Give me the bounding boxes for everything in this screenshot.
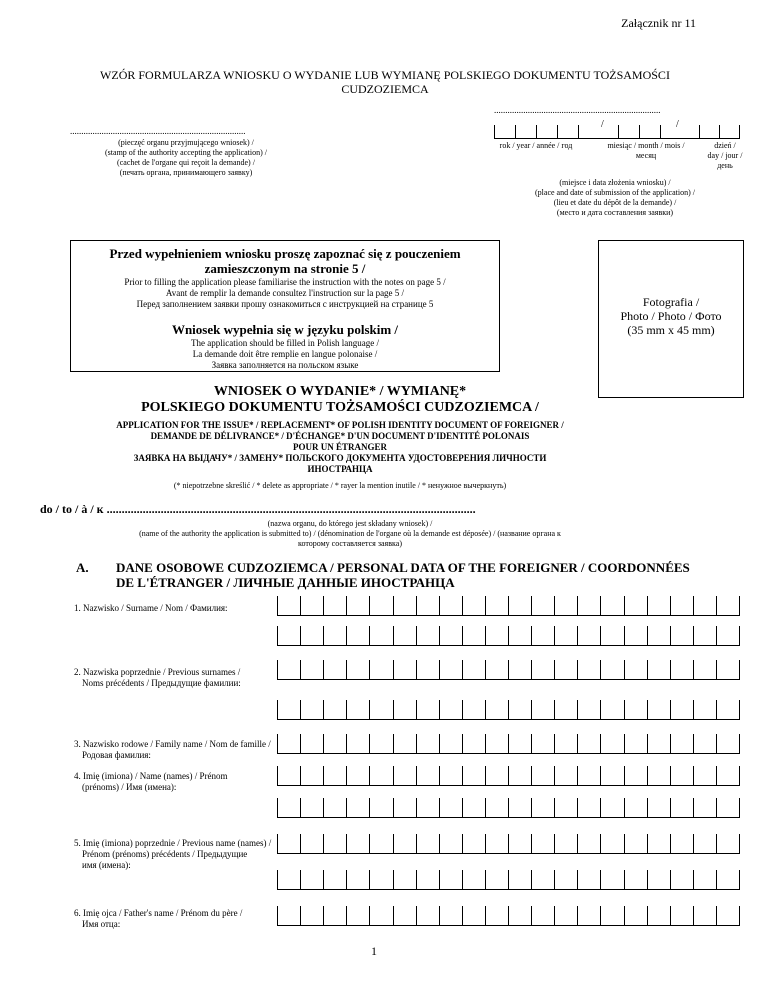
box-divider xyxy=(485,870,486,890)
box-divider xyxy=(716,596,717,616)
strike-note: (* niepotrzebne skreślić / * delete as appropriate / * rayer la mention inutile / * ненужное вычеркнуть) xyxy=(173,481,507,490)
box-divider xyxy=(369,596,370,616)
box-divider xyxy=(393,766,394,786)
box-divider xyxy=(439,766,440,786)
box-divider xyxy=(600,766,601,786)
box-divider xyxy=(416,596,417,616)
box-divider xyxy=(508,766,509,786)
box-divider xyxy=(393,596,394,616)
stamp-caption: (pieczęć organu przyjmującego wniosek) / (stamp of the authority accepting the application) / (cachet de l'organe qui reçoit la demande) / (печать органа, принимающего заявку) xyxy=(105,138,267,177)
previous-names-boxes-row-1[interactable] xyxy=(277,834,740,854)
surname-boxes-row-1[interactable] xyxy=(277,596,740,616)
language-title: Wniosek wypełnia się w języku polskim / xyxy=(171,322,399,337)
box-divider xyxy=(716,626,717,646)
field-previous-names-label: 5. Imię (imiona) poprzednie / Previous name (names) / Prénom (prénoms) précédents / Предыдущие имя (имена): xyxy=(74,838,272,870)
box-divider xyxy=(647,626,648,646)
box-divider xyxy=(647,834,648,854)
box-divider xyxy=(300,626,301,646)
box-divider xyxy=(393,700,394,720)
box-divider xyxy=(485,798,486,818)
box-divider xyxy=(462,626,463,646)
box-divider xyxy=(277,834,278,854)
box-divider xyxy=(554,906,555,926)
box-divider xyxy=(647,660,648,680)
box-divider xyxy=(508,734,509,754)
box-divider xyxy=(716,660,717,680)
box-divider xyxy=(670,798,671,818)
box-divider xyxy=(369,734,370,754)
year-label: rok / year / année / год xyxy=(499,141,573,150)
box-divider xyxy=(277,906,278,926)
box-divider xyxy=(693,700,694,720)
box-divider xyxy=(277,798,278,818)
box-divider xyxy=(670,870,671,890)
box-divider xyxy=(300,660,301,680)
instructions-title: Przed wypełnieniem wniosku proszę zapoznać się z pouczeniem zamieszczonym na stronie 5 / xyxy=(109,246,461,276)
box-divider xyxy=(369,870,370,890)
box-divider xyxy=(600,906,601,926)
box-divider xyxy=(600,798,601,818)
previous-names-boxes-row-2[interactable] xyxy=(277,870,740,890)
box-divider xyxy=(600,734,601,754)
box-divider xyxy=(670,660,671,680)
box-divider xyxy=(739,626,740,646)
box-divider xyxy=(323,734,324,754)
box-divider xyxy=(393,798,394,818)
box-divider xyxy=(277,596,278,616)
family-name-boxes[interactable] xyxy=(277,734,740,754)
box-divider xyxy=(716,798,717,818)
box-divider xyxy=(716,734,717,754)
box-divider xyxy=(439,596,440,616)
main-title: WNIOSEK O WYDANIE* / WYMIANĘ* POLSKIEGO DOKUMENTU TOŻSAMOŚCI CUDZOZIEMCA / xyxy=(141,384,539,415)
box-divider xyxy=(485,700,486,720)
box-divider xyxy=(485,626,486,646)
surname-boxes-row-2[interactable] xyxy=(277,626,740,646)
box-divider xyxy=(485,734,486,754)
box-divider xyxy=(600,660,601,680)
box-divider xyxy=(624,870,625,890)
box-divider xyxy=(531,626,532,646)
box-divider xyxy=(323,626,324,646)
box-divider xyxy=(462,734,463,754)
box-divider xyxy=(647,798,648,818)
box-divider xyxy=(554,626,555,646)
box-divider xyxy=(531,700,532,720)
box-divider xyxy=(323,798,324,818)
box-divider xyxy=(670,766,671,786)
box-divider xyxy=(393,906,394,926)
box-divider xyxy=(577,766,578,786)
box-divider xyxy=(577,870,578,890)
page-number: 1 xyxy=(371,944,377,958)
box-divider xyxy=(323,870,324,890)
box-divider xyxy=(462,766,463,786)
photo-caption: Fotografia / Photo / Photo / Фото (35 mm x 45 mm) xyxy=(620,295,722,337)
box-divider xyxy=(462,906,463,926)
box-divider xyxy=(531,906,532,926)
box-divider xyxy=(416,798,417,818)
box-divider xyxy=(416,626,417,646)
box-divider xyxy=(462,660,463,680)
box-divider xyxy=(647,596,648,616)
box-divider xyxy=(485,660,486,680)
box-divider xyxy=(277,734,278,754)
box-divider xyxy=(577,834,578,854)
box-divider xyxy=(462,596,463,616)
box-divider xyxy=(277,626,278,646)
box-divider xyxy=(554,734,555,754)
photo-box[interactable] xyxy=(598,240,744,398)
box-divider xyxy=(739,660,740,680)
box-divider xyxy=(369,700,370,720)
box-divider xyxy=(670,834,671,854)
box-divider xyxy=(439,870,440,890)
box-divider xyxy=(462,700,463,720)
box-divider xyxy=(693,660,694,680)
addressee-line[interactable]: do / to / à / к ........................................................................................................................... xyxy=(40,502,476,516)
field-surname-label: 1. Nazwisko / Surname / Nom / Фамилия: xyxy=(74,603,228,613)
field-previous-surnames-label: 2. Nazwiska poprzednie / Previous surnames / Noms précédents / Предыдущие фамилии: xyxy=(74,667,241,688)
box-divider xyxy=(439,700,440,720)
box-divider xyxy=(462,798,463,818)
addressee-caption: (nazwa organu, do którego jest składany wniosek) / (name of the authority the application is submitted to) / (dénomination de l'organe où la demande est déposée) / (название органа к которому составляется заявка) xyxy=(139,519,561,548)
box-divider xyxy=(508,906,509,926)
box-divider xyxy=(277,766,278,786)
box-divider xyxy=(647,700,648,720)
box-divider xyxy=(739,798,740,818)
box-divider xyxy=(624,660,625,680)
box-divider xyxy=(300,734,301,754)
box-divider xyxy=(300,766,301,786)
box-divider xyxy=(554,798,555,818)
box-divider xyxy=(416,834,417,854)
names-boxes-row-2[interactable] xyxy=(277,798,740,818)
box-divider xyxy=(531,766,532,786)
box-divider xyxy=(300,870,301,890)
box-divider xyxy=(577,734,578,754)
father-name-boxes[interactable] xyxy=(277,906,740,926)
box-divider xyxy=(531,870,532,890)
box-divider xyxy=(554,660,555,680)
box-divider xyxy=(416,700,417,720)
box-divider xyxy=(600,626,601,646)
box-divider xyxy=(393,734,394,754)
box-divider xyxy=(531,834,532,854)
box-divider xyxy=(393,660,394,680)
box-divider xyxy=(323,834,324,854)
box-divider xyxy=(323,700,324,720)
box-divider xyxy=(439,660,440,680)
box-divider xyxy=(624,596,625,616)
box-divider xyxy=(346,700,347,720)
date-input[interactable]: / / xyxy=(494,119,740,139)
box-divider xyxy=(485,834,486,854)
box-divider xyxy=(693,596,694,616)
box-divider xyxy=(508,834,509,854)
box-divider xyxy=(554,766,555,786)
box-divider xyxy=(300,700,301,720)
box-divider xyxy=(693,834,694,854)
box-divider xyxy=(739,596,740,616)
box-divider xyxy=(346,660,347,680)
box-divider xyxy=(577,660,578,680)
box-divider xyxy=(670,906,671,926)
box-divider xyxy=(346,798,347,818)
box-divider xyxy=(739,906,740,926)
box-divider xyxy=(300,834,301,854)
box-divider xyxy=(670,734,671,754)
box-divider xyxy=(554,700,555,720)
box-divider xyxy=(600,596,601,616)
form-title: WZÓR FORMULARZA WNIOSKU O WYDANIE LUB WYMIANĘ POLSKIEGO DOKUMENTU TOŻSAMOŚCI CUDZOZIEMCA xyxy=(100,68,670,96)
box-divider xyxy=(369,798,370,818)
box-divider xyxy=(624,626,625,646)
box-divider xyxy=(508,596,509,616)
box-divider xyxy=(693,870,694,890)
box-divider xyxy=(624,700,625,720)
box-divider xyxy=(647,766,648,786)
box-divider xyxy=(277,700,278,720)
box-divider xyxy=(739,834,740,854)
box-divider xyxy=(393,870,394,890)
day-label: dzień / day / jour / день xyxy=(707,141,743,170)
field-family-name-label: 3. Nazwisko rodowe / Family name / Nom de famille / Родовая фамилия: xyxy=(74,739,271,760)
box-divider xyxy=(346,626,347,646)
box-divider xyxy=(485,596,486,616)
box-divider xyxy=(323,906,324,926)
box-divider xyxy=(531,660,532,680)
box-divider xyxy=(300,798,301,818)
box-divider xyxy=(508,626,509,646)
field-father-name-label: 6. Imię ojca / Father's name / Prénom du père / Имя отца: xyxy=(74,908,243,929)
box-divider xyxy=(716,834,717,854)
instructions-translations: Prior to filling the application please familiarise the instruction with the notes on page 5 / Avant de remplir la demande consultez l'instruction sur la page 5 / Перед заполнением заявки прошу ознакомиться с инструкцией на странице 5 xyxy=(124,277,446,309)
box-divider xyxy=(693,626,694,646)
box-divider xyxy=(577,700,578,720)
box-divider xyxy=(577,626,578,646)
section-a-letter: A. xyxy=(76,560,89,575)
box-divider xyxy=(439,798,440,818)
box-divider xyxy=(416,660,417,680)
box-divider xyxy=(508,798,509,818)
box-divider xyxy=(577,596,578,616)
box-divider xyxy=(393,834,394,854)
box-divider xyxy=(693,798,694,818)
box-divider xyxy=(462,870,463,890)
box-divider xyxy=(346,596,347,616)
main-title-translations: APPLICATION FOR THE ISSUE* / REPLACEMENT* OF POLISH IDENTITY DOCUMENT OF FOREIGNER / DEMANDE DE DÉLIVRANCE* / D'ÉCHANGE* D'UN DOCUMENT D'IDENTITÉ POLONAIS POUR UN ÉTRANGER ЗАЯВКА НА ВЫДАЧУ* / ЗАМЕНУ* ПОЛЬСКОГО ДОКУМЕНТА УДОСТОВЕРЕНИЯ ЛИЧНОСТИ ИНОСТРАНЦА xyxy=(116,420,564,474)
box-divider xyxy=(624,798,625,818)
box-divider xyxy=(439,626,440,646)
box-divider xyxy=(369,834,370,854)
box-divider xyxy=(346,834,347,854)
box-divider xyxy=(531,798,532,818)
box-divider xyxy=(277,870,278,890)
box-divider xyxy=(739,734,740,754)
box-divider xyxy=(346,734,347,754)
box-divider xyxy=(554,834,555,854)
box-divider xyxy=(716,906,717,926)
annex-label: Załącznik nr 11 xyxy=(621,16,696,30)
box-divider xyxy=(739,766,740,786)
stamp-dots: .............................................................................. xyxy=(70,126,246,136)
box-divider xyxy=(439,734,440,754)
box-divider xyxy=(600,700,601,720)
section-a-title: DANE OSOBOWE CUDZOZIEMCA / PERSONAL DATA OF THE FOREIGNER / COORDONNÉES DE L'ÉTRANGER / ЛИЧНЫЕ ДАННЫЕ ИНОСТРАНЦА xyxy=(116,560,690,590)
instructions-box xyxy=(70,240,500,372)
box-divider xyxy=(462,834,463,854)
box-divider xyxy=(693,766,694,786)
previous-surnames-boxes-row-2[interactable] xyxy=(277,700,740,720)
place-date-caption: (miejsce i data złożenia wniosku) / (place and date of submission of the application) / (lieu et date du dépôt de la demande) / (место и дата составления заявки) xyxy=(535,178,695,217)
box-divider xyxy=(624,766,625,786)
box-divider xyxy=(300,906,301,926)
box-divider xyxy=(670,700,671,720)
box-divider xyxy=(369,766,370,786)
box-divider xyxy=(416,870,417,890)
box-divider xyxy=(485,766,486,786)
box-divider xyxy=(369,660,370,680)
box-divider xyxy=(531,596,532,616)
box-divider xyxy=(393,626,394,646)
box-divider xyxy=(416,766,417,786)
box-divider xyxy=(624,906,625,926)
box-divider xyxy=(323,766,324,786)
box-divider xyxy=(323,660,324,680)
box-divider xyxy=(624,834,625,854)
box-divider xyxy=(670,626,671,646)
box-divider xyxy=(369,626,370,646)
box-divider xyxy=(739,700,740,720)
box-divider xyxy=(346,766,347,786)
language-translations: The application should be filled in Polish language / La demande doit être remplie en langue polonaise / Заявка заполняется на польском языке xyxy=(191,338,379,370)
box-divider xyxy=(716,766,717,786)
box-divider xyxy=(716,870,717,890)
box-divider xyxy=(647,734,648,754)
box-divider xyxy=(416,906,417,926)
box-divider xyxy=(577,906,578,926)
box-divider xyxy=(323,596,324,616)
box-divider xyxy=(277,660,278,680)
previous-surnames-boxes-row-1[interactable] xyxy=(277,660,740,680)
box-divider xyxy=(346,870,347,890)
box-divider xyxy=(439,906,440,926)
box-divider xyxy=(670,596,671,616)
box-divider xyxy=(508,660,509,680)
box-divider xyxy=(554,596,555,616)
box-divider xyxy=(647,870,648,890)
box-divider xyxy=(531,734,532,754)
box-divider xyxy=(485,906,486,926)
box-divider xyxy=(369,906,370,926)
box-divider xyxy=(693,734,694,754)
box-divider xyxy=(300,596,301,616)
box-divider xyxy=(439,834,440,854)
place-date-dots: .......................................................................... xyxy=(494,105,661,115)
box-divider xyxy=(716,700,717,720)
box-divider xyxy=(600,834,601,854)
names-boxes-row-1[interactable] xyxy=(277,766,740,786)
box-divider xyxy=(416,734,417,754)
box-divider xyxy=(693,906,694,926)
month-label: miesiąc / month / mois / месяц xyxy=(607,141,685,160)
box-divider xyxy=(346,906,347,926)
box-divider xyxy=(508,870,509,890)
box-divider xyxy=(600,870,601,890)
box-divider xyxy=(508,700,509,720)
box-divider xyxy=(624,734,625,754)
box-divider xyxy=(554,870,555,890)
box-divider xyxy=(739,870,740,890)
box-divider xyxy=(577,798,578,818)
box-divider xyxy=(647,906,648,926)
field-names-label: 4. Imię (imiona) / Name (names) / Prénom (prénoms) / Имя (имена): xyxy=(74,771,228,792)
